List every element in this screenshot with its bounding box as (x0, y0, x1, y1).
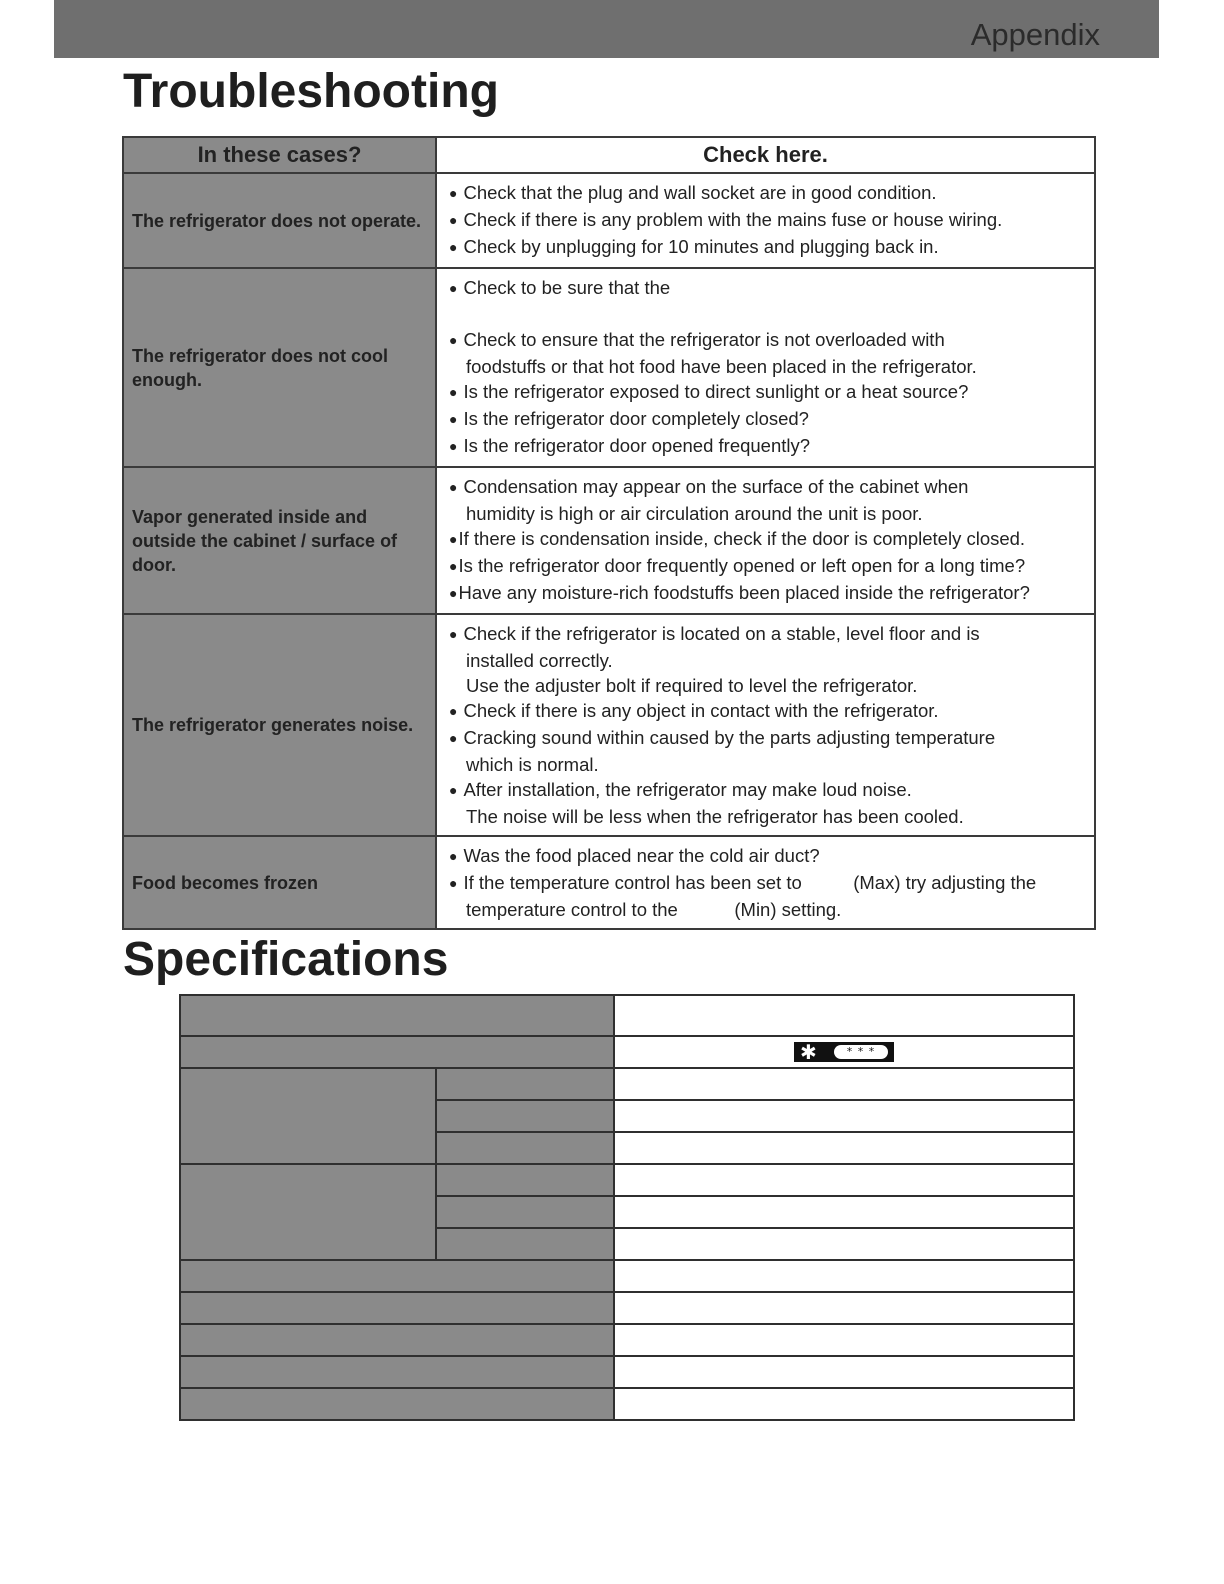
case-cell: The refrigerator does not operate. (123, 173, 436, 268)
bullet-icon: ● (449, 875, 458, 891)
section-label: Appendix (970, 17, 1100, 52)
spec-value-cell (614, 1036, 1074, 1068)
bullet-icon: ● (449, 531, 458, 547)
spec-label-cell (180, 1388, 614, 1420)
bullet-icon: ● (449, 212, 458, 228)
spec-row (180, 1324, 1074, 1356)
star-rating-badge: * * * (834, 1045, 888, 1059)
case-cell: Food becomes frozen (123, 836, 436, 929)
check-column-header: Check here. (436, 137, 1095, 173)
spec-group-label-cell (180, 1068, 436, 1164)
check-text: The noise will be less when the refrigerator has been cooled. (466, 806, 964, 827)
table-header-row (123, 137, 1095, 173)
check-cell (436, 836, 1095, 929)
check-text: After installation, the refrigerator may make loud noise. (463, 779, 912, 800)
spec-value-cell (614, 1068, 1074, 1100)
bullet-icon: ● (449, 280, 458, 296)
bullet-icon: ● (449, 626, 458, 642)
spec-group-label-cell (180, 1164, 436, 1260)
table-row (123, 614, 1095, 836)
check-text: Was the food placed near the cold air duct? (463, 845, 820, 866)
bullet-icon: ● (449, 585, 458, 601)
check-text: Check if there is any problem with the mains fuse or house wiring. (463, 209, 1003, 230)
bullet-icon: ● (449, 730, 458, 746)
bullet-icon: ● (449, 479, 458, 495)
spec-value-cell (614, 1388, 1074, 1420)
table-row (123, 467, 1095, 614)
check-text: which is normal. (466, 754, 599, 775)
spec-value-cell (614, 1100, 1074, 1132)
bullet-icon: ● (449, 848, 458, 864)
case-cell: The refrigerator generates noise. (123, 614, 436, 836)
check-text: Check if the refrigerator is located on a stable, level floor and is (463, 623, 980, 644)
check-text: Check by unplugging for 10 minutes and plugging back in. (463, 236, 939, 257)
header-bar (54, 0, 1159, 58)
check-cell (436, 268, 1095, 467)
spec-value-cell (614, 1292, 1074, 1324)
bullet-icon: ● (449, 411, 458, 427)
check-cell (436, 467, 1095, 614)
bullet-icon: ● (449, 239, 458, 255)
spec-value-cell (614, 1356, 1074, 1388)
case-cell: The refrigerator does not cool enough. (123, 268, 436, 467)
spec-row (180, 1260, 1074, 1292)
check-text: temperature control to the (Min) setting. (466, 899, 842, 920)
table-row (123, 173, 1095, 268)
check-text: Is the refrigerator exposed to direct sunlight or a heat source? (463, 381, 969, 402)
table-row (123, 268, 1095, 467)
spec-label-cell (180, 1324, 614, 1356)
spec-label-cell (180, 1292, 614, 1324)
snowflake-icon: ✱ (800, 1040, 817, 1064)
spec-value-cell (614, 1196, 1074, 1228)
spec-label-cell (180, 1036, 614, 1068)
spec-value-cell (614, 1164, 1074, 1196)
spec-row (180, 1292, 1074, 1324)
check-text: Check to ensure that the refrigerator is not overloaded with (463, 329, 945, 350)
spec-row (180, 1356, 1074, 1388)
bullet-icon: ● (449, 558, 458, 574)
spec-sublabel-cell (436, 1196, 614, 1228)
spec-value-cell (614, 1132, 1074, 1164)
bullet-icon: ● (449, 438, 458, 454)
check-text: Cracking sound within caused by the parts adjusting temperature (463, 727, 996, 748)
spec-value-cell (614, 1260, 1074, 1292)
check-text: Check if there is any object in contact with the refrigerator. (463, 700, 939, 721)
bullet-icon: ● (449, 185, 458, 201)
check-text: Have any moisture-rich foodstuffs been placed inside the refrigerator? (458, 582, 1030, 603)
check-text: Is the refrigerator door completely closed? (463, 408, 809, 429)
check-text: Check that the plug and wall socket are in good condition. (463, 182, 937, 203)
spec-sublabel-cell (436, 1068, 614, 1100)
spec-value-cell (614, 995, 1074, 1036)
specifications-table (179, 994, 1075, 1421)
spec-sublabel-cell (436, 1100, 614, 1132)
spec-row (180, 995, 1074, 1036)
spec-value-cell (614, 1324, 1074, 1356)
spec-sublabel-cell (436, 1164, 614, 1196)
bullet-icon: ● (449, 332, 458, 348)
spec-sublabel-cell (436, 1228, 614, 1260)
blank-line (449, 302, 1086, 327)
check-text: Is the refrigerator door frequently opened or left open for a long time? (458, 555, 1026, 576)
specifications-title: Specifications (123, 933, 449, 986)
spec-label-cell (180, 1356, 614, 1388)
check-text: Is the refrigerator door opened frequently? (463, 435, 811, 456)
check-cell (436, 173, 1095, 268)
check-text: If there is condensation inside, check if the door is completely closed. (458, 528, 1026, 549)
cases-column-header: In these cases? (123, 137, 436, 173)
spec-value-cell (614, 1228, 1074, 1260)
case-cell: Vapor generated inside and outside the cabinet / surface of door. (123, 467, 436, 614)
bullet-icon: ● (449, 703, 458, 719)
spec-row (180, 1388, 1074, 1420)
spec-sublabel-cell (436, 1132, 614, 1164)
check-text: humidity is high or air circulation around the unit is poor. (466, 503, 923, 524)
check-text: installed correctly. (466, 650, 613, 671)
spec-row (180, 1164, 1074, 1196)
spec-row (180, 1036, 1074, 1068)
spec-label-cell (180, 1260, 614, 1292)
table-row (123, 836, 1095, 929)
check-text: Check to be sure that the (463, 277, 671, 298)
check-text: Use the adjuster bolt if required to level the refrigerator. (466, 675, 918, 696)
troubleshooting-title: Troubleshooting (123, 65, 499, 118)
spec-row (180, 1068, 1074, 1100)
troubleshooting-table (122, 136, 1096, 930)
freezer-star-rating-icon (794, 1042, 894, 1062)
bullet-icon: ● (449, 384, 458, 400)
check-text: foodstuffs or that hot food have been placed in the refrigerator. (466, 356, 977, 377)
bullet-icon: ● (449, 782, 458, 798)
spec-label-cell (180, 995, 614, 1036)
check-text: If the temperature control has been set to (Max) try adjusting the (463, 872, 1037, 893)
check-cell (436, 614, 1095, 836)
check-text: Condensation may appear on the surface of the cabinet when (463, 476, 969, 497)
